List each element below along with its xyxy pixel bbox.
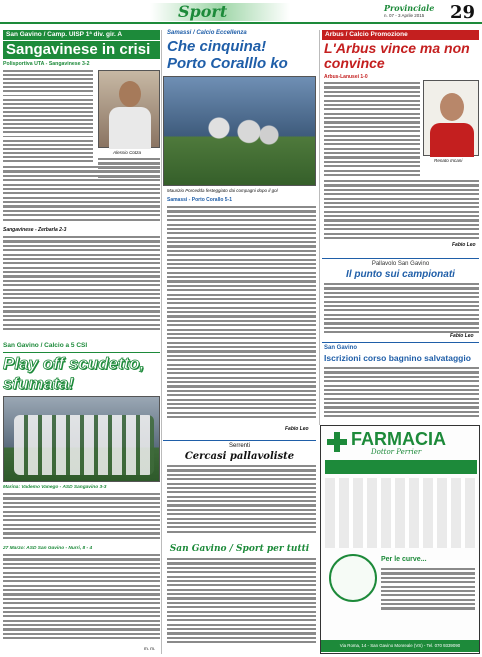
article-title: Cercasi pallavoliste [184, 451, 295, 462]
section-title: Sport [178, 2, 228, 21]
brand-name: Provinciale [384, 3, 435, 13]
ad-promo-logo [329, 554, 377, 602]
player-photo [98, 70, 160, 148]
article-title-line1: Play off scudetto, [3, 354, 145, 373]
article-title: Iscrizioni corso bagnino salvataggio [324, 353, 471, 363]
article-body [3, 70, 93, 162]
article-title: Il punto sui campionati [346, 269, 455, 280]
page-number: 29 [450, 2, 476, 23]
ad-title: FARMACIA [351, 429, 446, 449]
article-place: San Gavino [324, 345, 358, 351]
article-body-3 [3, 166, 160, 222]
team-photo [163, 76, 316, 186]
iscrizioni-article [322, 342, 479, 422]
team-photo [3, 396, 160, 482]
left-top-article [3, 30, 160, 338]
match-subtitle-1: Marina: Vademo Vanego - ASD Sangavino 3-3 [3, 485, 107, 490]
article-body [324, 367, 479, 421]
ad-list [381, 568, 475, 632]
article-title: Sangavinese in crisi [3, 41, 160, 59]
coach-photo [423, 80, 479, 156]
article-subtitle: Polisportiva UTA - Sangavinese 3-2 [3, 61, 90, 67]
photo-caption: Maurizio Porcedda festeggiato dai compagni dopo il gol [167, 188, 278, 193]
center-top-article [163, 30, 316, 435]
article-tag: San Gavino / Calcio a 5 CSI [3, 342, 160, 353]
player-figure [119, 81, 141, 107]
article-body [324, 283, 479, 335]
article-place: Pallavolo San Gavino [371, 261, 430, 267]
signature: Fabio Leo [285, 426, 309, 432]
article-body-2 [324, 180, 479, 242]
photo-caption: Renato Incani [434, 158, 463, 163]
article-body [3, 493, 160, 543]
photo-caption: Alessio Cotza [113, 150, 142, 155]
coach-shirt [430, 123, 474, 157]
score-line: Samassi - Porto Corallo 5-1 [167, 197, 233, 203]
player-shirt [109, 107, 151, 149]
article-title: L'Arbus vince ma non convince [324, 40, 470, 71]
article-tag: San Gavino / Camp. UISP 1ª div. gir. A [3, 30, 160, 40]
article-title-line2: sfumata! [3, 374, 74, 393]
ad-banner [325, 460, 477, 474]
article-tag: Arbus / Calcio Promozione [322, 30, 479, 40]
article-body [324, 82, 420, 178]
issue-date: n. 07 - 3 Aprile 2015 [384, 13, 425, 18]
sport-tutti-article [163, 544, 316, 654]
signature: Fabio Leo [452, 242, 476, 248]
article-title-line1: Che cinquina! [167, 38, 267, 55]
signature: Fabio Leo [450, 333, 474, 339]
article-body [167, 206, 316, 424]
page-ref: m. m. [144, 646, 156, 651]
ad-promo: Per le curve... [381, 556, 427, 563]
ad-address: Via Roma, 14 - San Gavino Monreale (VS) - Tel. 070 9339090 [321, 640, 479, 652]
column-divider [319, 30, 320, 425]
article-place: Serrenti [228, 443, 250, 449]
article-title-line2: Porto Coralllo ko [167, 55, 288, 72]
ad-subtitle: Dottor Perrier [371, 448, 422, 456]
article-tag: Samassi / Calcio Eccellenza [167, 30, 247, 36]
farmacia-ad [320, 425, 480, 654]
match-subtitle: Sangavinese - Zerbarla 2-3 [3, 227, 67, 233]
article-title: San Gavino / Sport per tutti [169, 544, 310, 554]
match-subtitle-2: 27 Marzo: ASD San Gavino - Nurri, 8 - 4 [3, 546, 93, 551]
article-body-4 [3, 236, 160, 336]
article-body [167, 465, 316, 539]
players-group [189, 107, 289, 177]
pallavolo-article [322, 258, 479, 340]
players-group [14, 415, 154, 475]
ad-products [325, 478, 477, 548]
page-header [0, 0, 482, 24]
coach-head [440, 93, 464, 121]
serrenti-article [163, 440, 316, 540]
score-line: Arbus-Lanusei 1-0 [324, 74, 368, 80]
column-divider [161, 30, 162, 654]
right-top-article [322, 30, 479, 252]
article-body-2 [3, 554, 160, 646]
left-mid-article [3, 342, 160, 654]
ad-cross-icon [327, 432, 347, 452]
article-body [167, 558, 316, 652]
